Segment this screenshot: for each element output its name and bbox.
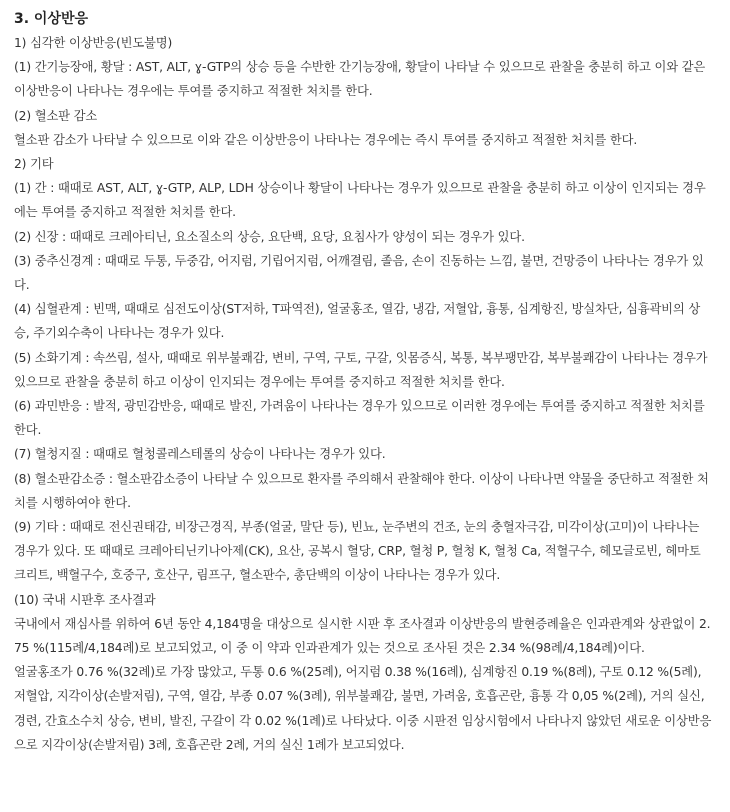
paragraph-kidney: (2) 신장 : 때때로 크레아티닌, 요소질소의 상승, 요단백, 요당, 요침사가 양성이 되는 경우가 있다. [14,229,525,244]
subsection-serious-reactions: 1) 심각한 이상반응(빈도불명) [14,36,173,50]
paragraph-survey-summary: 국내에서 재심사를 위하여 6년 동안 4,184명을 대상으로 실시한 시판 후 조사결과 이상반응의 발현증례율은 인과관계와 상관없이 2.75 %(115례/4,184례)로 보고되었고, 이 중 이 약과 인과관계가 있는 것으로 조사된 것은 2.34 %(98례/4,184례)이다. [14,616,711,656]
paragraph-platelet-decrease: 혈소판 감소가 나타날 수 있으므로 이와 같은 이상반응이 나타나는 경우에는 즉시 투여를 중지하고 적절한 처치를 한다. [14,132,638,147]
paragraph-cns: (3) 중추신경계 : 때때로 두통, 두중감, 어지럼, 기립어지럼, 어깨결림, 졸음, 손이 진동하는 느낌, 불면, 건망증이 나타나는 경우가 있다. [14,253,704,293]
paragraph-serum-lipid: (7) 혈청지질 : 때때로 혈청콜레스테롤의 상승이 나타나는 경우가 있다. [14,447,386,462]
paragraph-thrombocytopenia: (8) 혈소판감소증 : 혈소판감소증이 나타날 수 있으므로 환자를 주의해서 관찰해야 한다. 이상이 나타나면 약물을 중단하고 적절한 처치를 시행하여야 한다. [14,471,709,510]
paragraph-liver-dysfunction: (1) 간기능장애, 황달 : AST, ALT, ɣ-GTP의 상승 등을 수반한 간기능장애, 황달이 나타날 수 있으므로 관찰을 충분히 하고 이와 같은 이상반응이 나타나는 경우에는 투여를 중지하고 적절한 처치를 한다. [14,60,706,99]
subsection-other: 2) 기타 [14,157,54,172]
item-domestic-survey: (10) 국내 시판후 조사결과 [14,592,156,607]
item-platelet-decrease: (2) 혈소판 감소 [14,108,98,123]
paragraph-digestive: (5) 소화기계 : 속쓰림, 설사, 때때로 위부불쾌감, 변비, 구역, 구토, 구갈, 잇몸증식, 복통, 복부팽만감, 복부불쾌감이 나타나는 경우가 있으므로 관찰을 충분히 하고 이상이 인지되는 경우에는 투여를 중지하고 적절한 처치를 한다. [14,350,708,389]
paragraph-liver: (1) 간 : 때때로 AST, ALT, ɣ-GTP, ALP, LDH 상승이나 황달이 나타나는 경우가 있으므로 관찰을 충분히 하고 이상이 인지되는 경우에는 투여를 중지하고 적절한 처치를 한다. [14,181,706,220]
section-heading: 3. 이상반응 [14,11,89,27]
paragraph-survey-details: 얼굴홍조가 0.76 %(32례)로 가장 많았고, 두통 0.6 %(25례), 어지럼 0.38 %(16례), 심계항진 0.19 %(8례), 구토 0.12 %(5례), 저혈압, 지각이상(손발저림), 구역, 열감, 부종 0.07 %(3례), 위부불쾌감, 불면, 가려움, 호흡곤란, 흉통 각 0,05 %(2례), 거의 실신, 경련, 간효소수치 상승, 변비, 발진, 구갈이 각 0.02 %(1례)로 나타났다. 이중 시판전 임상시험에서 나타나지 않았던 새로운 이상반응으로 지각이상(손발저림) 3례, 호흡곤란 2례, 거의 실신 1례가 보고되었다. [14,665,712,752]
paragraph-cardiovascular: (4) 심혈관계 : 빈맥, 때때로 심전도이상(ST저하, T파역전), 얼굴홍조, 열감, 냉감, 저혈압, 흉통, 심계항진, 방실차단, 심흉곽비의 상승, 주기외수축이 나타나는 경우가 있다. [14,302,701,341]
paragraph-other-effects: (9) 기타 : 때때로 전신권태감, 비장근경직, 부종(얼굴, 말단 등), 빈뇨, 눈주변의 건조, 눈의 충혈자극감, 미각이상(고미)이 나타나는 경우가 있다. 또 때때로 크레아티닌키나아제(CK), 요산, 공복시 혈당, CRP, 혈청 P, 혈청 K, 혈청 Ca, 적혈구수, 헤모글로빈, 헤마토크리트, 백혈구수, 호중구, 호산구, 림프구, 혈소판수, 총단백의 이상이 나타나는 경우가 있다. [14,520,701,583]
paragraph-hypersensitivity: (6) 과민반응 : 발적, 광민감반응, 때때로 발진, 가려움이 나타나는 경우가 있으므로 이러한 경우에는 투여를 중지하고 적절한 처치를 한다. [14,399,705,438]
